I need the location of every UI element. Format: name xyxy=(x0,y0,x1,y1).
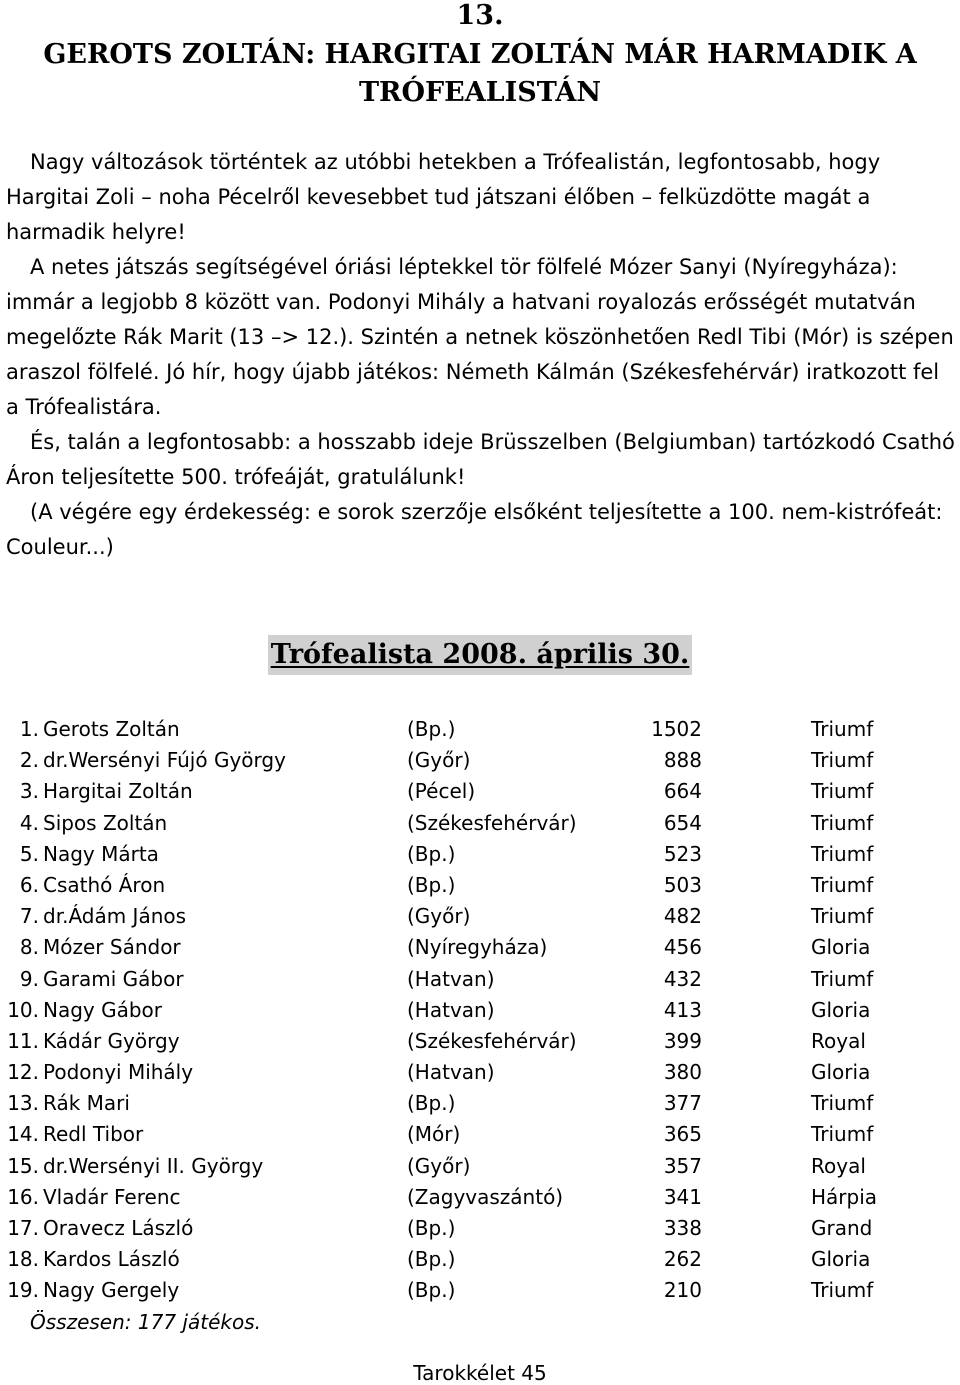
player-brand: Royal xyxy=(811,1028,866,1053)
player-score: 341 xyxy=(663,1184,702,1209)
player-city: (Mór) xyxy=(407,1122,461,1147)
player-city: (Hatvan) xyxy=(407,1060,495,1085)
ranking-row xyxy=(0,839,960,870)
total-players: Összesen: 177 játékos. xyxy=(30,1310,261,1334)
player-city: (Bp.) xyxy=(407,1278,456,1303)
player-name: Kardos László xyxy=(43,1247,180,1272)
player-city: (Székesfehérvár) xyxy=(407,810,577,835)
player-score: 432 xyxy=(663,966,702,991)
player-score: 482 xyxy=(663,904,702,929)
player-brand: Royal xyxy=(811,1153,866,1178)
rank-number: 14. xyxy=(7,1122,39,1147)
player-name: Nagy Gábor xyxy=(43,997,163,1022)
rank-number: 19. xyxy=(7,1278,39,1303)
player-score: 1502 xyxy=(651,717,702,741)
player-city: (Bp.) xyxy=(407,1247,456,1272)
article-paragraph: És, talán a legfontosabb: a hosszabb ideje Brüsszelben (Belgiumban) tartózkodó Csathó Áron teljesítette 500. trófeáját, gratulálunk! xyxy=(6,430,955,489)
player-city: (Győr) xyxy=(407,904,471,929)
player-name: Nagy Márta xyxy=(43,841,159,866)
player-brand: Triumf xyxy=(811,872,874,897)
ranking-row xyxy=(0,776,960,807)
player-score: 456 xyxy=(663,935,702,960)
rank-number: 4. xyxy=(19,810,39,835)
player-score: 338 xyxy=(663,1216,702,1240)
rank-number: 13. xyxy=(7,1091,39,1116)
player-brand: Triumf xyxy=(811,717,874,741)
ranking-row xyxy=(0,1057,960,1088)
player-name: dr.Ádám János xyxy=(43,904,187,929)
ranking-row xyxy=(0,1088,960,1119)
rank-number: 5. xyxy=(19,841,39,866)
rank-number: 18. xyxy=(7,1247,39,1272)
player-score: 664 xyxy=(663,779,702,804)
player-brand: Hárpia xyxy=(811,1184,878,1209)
player-brand: Triumf xyxy=(811,1122,874,1147)
player-name: Hargitai Zoltán xyxy=(43,779,193,804)
rank-number: 9. xyxy=(19,966,39,991)
player-brand: Gloria xyxy=(811,1060,871,1085)
player-brand: Triumf xyxy=(811,966,874,991)
player-brand: Triumf xyxy=(811,1278,874,1303)
ranking-row xyxy=(0,714,960,745)
player-brand: Triumf xyxy=(811,810,874,835)
ranking-row xyxy=(0,870,960,901)
player-name: Csathó Áron xyxy=(43,872,166,897)
rank-number: 7. xyxy=(19,904,39,929)
ranking-row xyxy=(0,932,960,963)
player-city: (Hatvan) xyxy=(407,966,495,991)
player-score: 380 xyxy=(663,1060,702,1085)
player-name: Podonyi Mihály xyxy=(43,1060,194,1085)
player-city: (Bp.) xyxy=(407,717,456,741)
player-city: (Bp.) xyxy=(407,872,456,897)
rank-number: 16. xyxy=(7,1184,39,1209)
player-brand: Gloria xyxy=(811,935,871,960)
player-brand: Triumf xyxy=(811,841,874,866)
player-score: 503 xyxy=(663,872,702,897)
ranking-row xyxy=(0,808,960,839)
player-name: Gerots Zoltán xyxy=(43,717,180,741)
page-footer: Tarokkélet 45 xyxy=(413,1361,547,1385)
player-brand: Gloria xyxy=(811,997,871,1022)
player-score: 888 xyxy=(663,748,702,773)
player-score: 262 xyxy=(663,1247,702,1272)
ranking-row xyxy=(0,964,960,995)
player-score: 523 xyxy=(663,841,702,866)
player-name: dr.Wersényi Fújó György xyxy=(43,748,286,773)
player-name: Mózer Sándor xyxy=(43,935,181,960)
player-score: 365 xyxy=(663,1122,702,1147)
rank-number: 3. xyxy=(19,779,39,804)
player-name: Sipos Zoltán xyxy=(43,810,168,835)
rank-number: 11. xyxy=(7,1028,39,1053)
ranking-row xyxy=(0,995,960,1026)
player-brand: Gloria xyxy=(811,1247,871,1272)
player-name: dr.Wersényi II. György xyxy=(43,1153,264,1178)
article-paragraph: (A végére egy érdekesség: e sorok szerzője elsőként teljesítette a 100. nem-kistrófeát: Couleur...) xyxy=(6,500,943,559)
rank-number: 12. xyxy=(7,1060,39,1085)
player-city: (Győr) xyxy=(407,1153,471,1178)
player-score: 413 xyxy=(663,997,702,1022)
player-score: 210 xyxy=(663,1278,702,1303)
player-brand: Triumf xyxy=(811,779,874,804)
player-name: Vladár Ferenc xyxy=(43,1184,181,1209)
article-paragraph: A netes játszás segítségével óriási léptekkel tör fölfelé Mózer Sanyi (Nyíregyháza): immár a legjobb 8 között van. Podonyi Mihály a hatvani royalozás erősségét mutatván megelőzte Rák Marit (13 –> 12.). Szintén a netnek köszönhetően Redl Tibi (Mór) is szépen araszol fölfelé. Jó hír, hogy újabb játékos: Németh Kálmán (Székesfehérvár) iratkozott fel a Trófealistára. xyxy=(6,255,954,419)
page-number: 13. xyxy=(456,0,504,31)
ranking-row xyxy=(0,1026,960,1057)
rank-number: 17. xyxy=(7,1216,39,1240)
player-score: 357 xyxy=(663,1153,702,1178)
player-name: Redl Tibor xyxy=(43,1122,144,1147)
article-title: GEROTS ZOLTÁN: HARGITAI ZOLTÁN MÁR HARMADIK A TRÓFEALISTÁN xyxy=(43,39,917,108)
player-name: Nagy Gergely xyxy=(43,1278,180,1303)
ranking-row xyxy=(0,1213,960,1244)
player-city: (Bp.) xyxy=(407,841,456,866)
ranking-row xyxy=(0,1244,960,1275)
player-score: 654 xyxy=(663,810,702,835)
rank-number: 10. xyxy=(7,997,39,1022)
rank-number: 2. xyxy=(19,748,39,773)
article-paragraph: Nagy változások történtek az utóbbi hetekben a Trófealistán, legfontosabb, hogy Hargitai Zoli – noha Pécelről kevesebbet tud játszani élőben – felküzdötte magát a harmadik helyre! xyxy=(6,150,881,244)
player-brand: Triumf xyxy=(811,904,874,929)
player-city: (Nyíregyháza) xyxy=(407,935,548,960)
ranking-row xyxy=(0,1182,960,1213)
ranking-row xyxy=(0,1275,960,1306)
article-body xyxy=(6,145,958,565)
ranking-row xyxy=(0,1151,960,1182)
player-name: Garami Gábor xyxy=(43,966,184,991)
player-city: (Bp.) xyxy=(407,1091,456,1116)
player-city: (Székesfehérvár) xyxy=(407,1028,577,1053)
player-score: 399 xyxy=(663,1028,702,1053)
player-brand: Triumf xyxy=(811,1091,874,1116)
list-heading: Trófealista 2008. április 30. xyxy=(268,635,693,675)
player-city: (Hatvan) xyxy=(407,997,495,1022)
rank-number: 15. xyxy=(7,1153,39,1178)
player-brand: Triumf xyxy=(811,748,874,773)
rank-number: 6. xyxy=(19,872,39,897)
player-name: Rák Mari xyxy=(43,1091,130,1116)
rank-number: 8. xyxy=(19,935,39,960)
ranking-row xyxy=(0,901,960,932)
player-city: (Győr) xyxy=(407,748,471,773)
player-city: (Zagyvaszántó) xyxy=(407,1184,564,1209)
list-heading-container xyxy=(0,635,960,675)
player-score: 377 xyxy=(663,1091,702,1116)
ranking-table xyxy=(0,714,960,1307)
player-brand: Grand xyxy=(811,1216,873,1240)
ranking-row xyxy=(0,1119,960,1150)
player-name: Kádár György xyxy=(43,1028,180,1053)
player-city: (Bp.) xyxy=(407,1216,456,1240)
rank-number: 1. xyxy=(19,717,39,741)
player-city: (Pécel) xyxy=(407,779,476,804)
ranking-row xyxy=(0,745,960,776)
player-name: Oravecz László xyxy=(43,1216,194,1240)
